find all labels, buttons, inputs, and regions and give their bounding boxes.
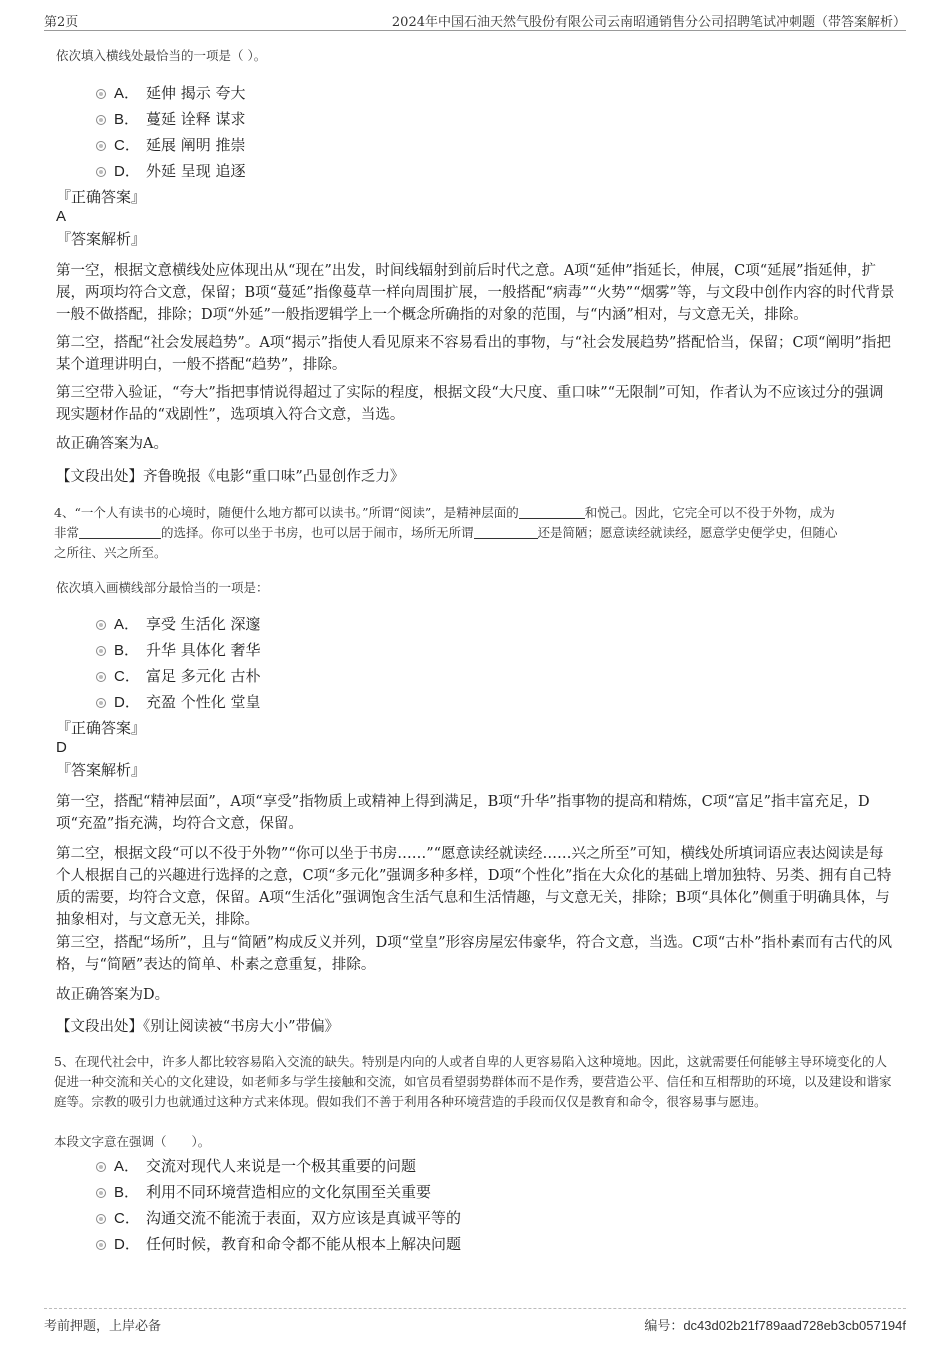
document-title: 2024年中国石油天然气股份有限公司云南昭通销售分公司招聘笔试冲刺题（带答案解析） <box>391 15 906 30</box>
q3-source: 【文段出处】齐鲁晚报《电影“重口味”凸显创作乏力》 <box>56 469 405 485</box>
radio-icon[interactable] <box>96 672 106 682</box>
radio-icon[interactable] <box>96 1214 106 1224</box>
q4-analysis-label: 『答案解析』 <box>56 761 147 779</box>
radio-icon[interactable] <box>96 141 106 151</box>
q3-answer-label: 『正确答案』 <box>56 188 147 206</box>
q3-analysis-paragraph: 第二空，搭配“社会发展趋势”。A项“揭示”指使人看见原来不容易看出的事物，与“社会发展趋势”搭配恰当，保留；C项“阐明”指把某个道理讲明白，一般不搭配“趋势”，排除。 <box>56 335 891 373</box>
q4-analysis-paragraph: 第三空，搭配“场所”，且与“简陋”构成反义并列，D项“堂皇”形容房屋宏伟豪华，符合文意，当选。C项“古朴”指朴素而有古代的风格，与“简陋”表达的简单、朴素之意重复，排除。 <box>56 935 893 973</box>
q3-option-c[interactable]: C． 延展 阐明 推崇 <box>96 134 886 160</box>
q4-conclusion: 故正确答案为D。 <box>56 987 170 1003</box>
q3-analysis-label: 『答案解析』 <box>56 230 147 248</box>
q5-options <box>96 1155 886 1259</box>
radio-icon[interactable] <box>96 698 106 708</box>
radio-icon[interactable] <box>96 1240 106 1250</box>
q4-stem: 4、“一个人有读书的心境时，随便什么地方都可以读书。”所谓“阅读”，是精神层面的 和悦己。因此，它完全可以不役于外物，成为 非常 的选择。你可以坐于书房，也可以居于闹市，场所无所谓 还是简陋；愿意读经就读经，愿意学史便学史，但随心 之所往、兴之所至。 <box>54 505 838 560</box>
q3-options <box>96 82 886 186</box>
q4-options <box>96 613 886 717</box>
q3-answer: A <box>56 208 67 225</box>
q4-analysis-paragraph: 第二空，根据文段“可以不役于外物”“你可以坐于书房……”“愿意读经就读经……兴之所至”可知，横线处所填词语应表达阅读是每个人根据自己的兴趣进行选择的之意，C项“多元化”强调多种多样，D项“个性化”指在大众化的基础上增加独特、另类、拥有自己特质的需要，均符合文意，保留。A项“生活化”强调饱含生活气息和生活情趣，与文意无关，排除；B项“具体化”侧重于明确具体，与抽象相对，与文意无关，排除。 <box>56 846 892 928</box>
q3-option-b[interactable]: B． 蔓延 诠释 谋求 <box>96 108 886 134</box>
radio-icon[interactable] <box>96 167 106 177</box>
q3-analysis-paragraph: 第一空，根据文意横线处应体现出从“现在”出发，时间线辐射到前后时代之意。A项“延伸”指延长，伸展，C项“延展”指延伸，扩展，两项均符合文意，保留；B项“蔓延”指像蔓草一样向周围扩展，一般搭配“病毒”“火势”“烟雾”等，与文段中创作内容的时代背景一般不做搭配，排除；D项“外延”一般指逻辑学上一个概念所确指的对象的范围，与“内涵”相对，与文意无关，排除。 <box>56 263 895 323</box>
q4-option-a[interactable]: A． 享受 生活化 深邃 <box>96 613 886 639</box>
q3-analysis-paragraph: 第三空带入验证，“夸大”指把事情说得超过了实际的程度，根据文段“大尺度、重口味”“无限制”可知，作者认为不应该过分的强调现实题材作品的“戏剧性”，选项填入符合文意，当选。 <box>56 385 884 423</box>
q4-option-c[interactable]: C． 富足 多元化 古朴 <box>96 665 886 691</box>
q4-option-b[interactable]: B． 升华 具体化 奢华 <box>96 639 886 665</box>
q5-option-b[interactable]: B． 利用不同环境营造相应的文化氛围至关重要 <box>96 1181 886 1207</box>
document-code: 编号：dc43d02b21f789aad728eb3cb057194f <box>644 1318 906 1334</box>
q4-option-d[interactable]: D． 充盈 个性化 堂皇 <box>96 691 886 717</box>
q4-answer-label: 『正确答案』 <box>56 719 147 737</box>
fill-blank <box>519 504 585 519</box>
fill-blank <box>474 524 538 539</box>
radio-icon[interactable] <box>96 1188 106 1198</box>
q5-prompt: 本段文字意在强调（ ）。 <box>54 1134 211 1149</box>
q3-conclusion: 故正确答案为A。 <box>56 436 168 452</box>
fill-blank <box>79 524 161 539</box>
q4-analysis-paragraph: 第一空，搭配“精神层面”，A项“享受”指物质上或精神上得到满足，B项“升华”指事物的提高和精炼，C项“富足”指丰富充足，D项“充盈”指充满，均符合文意，保留。 <box>56 794 870 832</box>
radio-icon[interactable] <box>96 1162 106 1172</box>
q3-prompt: 依次填入横线处最恰当的一项是（ ）。 <box>56 48 267 63</box>
q5-stem: 5、在现代社会中，许多人都比较容易陷入交流的缺失。特别是内向的人或者自卑的人更容易陷入这种境地。因此，这就需要任何能够主导环境变化的人促进一种交流和关心的文化建设，如老师多与学生接触和交流，如官员看望弱势群体而不是作秀，要营造公平、信任和互相帮助的环境，以及建设和谐家庭等。宗教的吸引力也就通过这种方式来体现。假如我们不善于利用各种环境营造的手段而仅仅是教育和命令，很容易事与愿违。 <box>54 1054 892 1109</box>
page-footer <box>44 1308 906 1337</box>
q5-option-c[interactable]: C． 沟通交流不能流于表面，双方应该是真诚平等的 <box>96 1207 886 1233</box>
q4-source: 【文段出处】《别让阅读被“书房大小”带偏》 <box>56 1019 340 1035</box>
q4-prompt: 依次填入画横线部分最恰当的一项是： <box>56 580 269 595</box>
radio-icon[interactable] <box>96 115 106 125</box>
q5-option-d[interactable]: D． 任何时候，教育和命令都不能从根本上解决问题 <box>96 1233 886 1259</box>
q5-option-a[interactable]: A． 交流对现代人来说是一个极其重要的问题 <box>96 1155 886 1181</box>
radio-icon[interactable] <box>96 89 106 99</box>
page-number: 第2页 <box>44 15 79 30</box>
radio-icon[interactable] <box>96 620 106 630</box>
q4-answer: D <box>56 739 67 756</box>
q3-option-d[interactable]: D． 外延 呈现 追逐 <box>96 160 886 186</box>
radio-icon[interactable] <box>96 646 106 656</box>
q3-option-a[interactable]: A． 延伸 揭示 夸大 <box>96 82 886 108</box>
page-header <box>44 8 906 31</box>
footer-slogan: 考前押题，上岸必备 <box>44 1319 162 1334</box>
